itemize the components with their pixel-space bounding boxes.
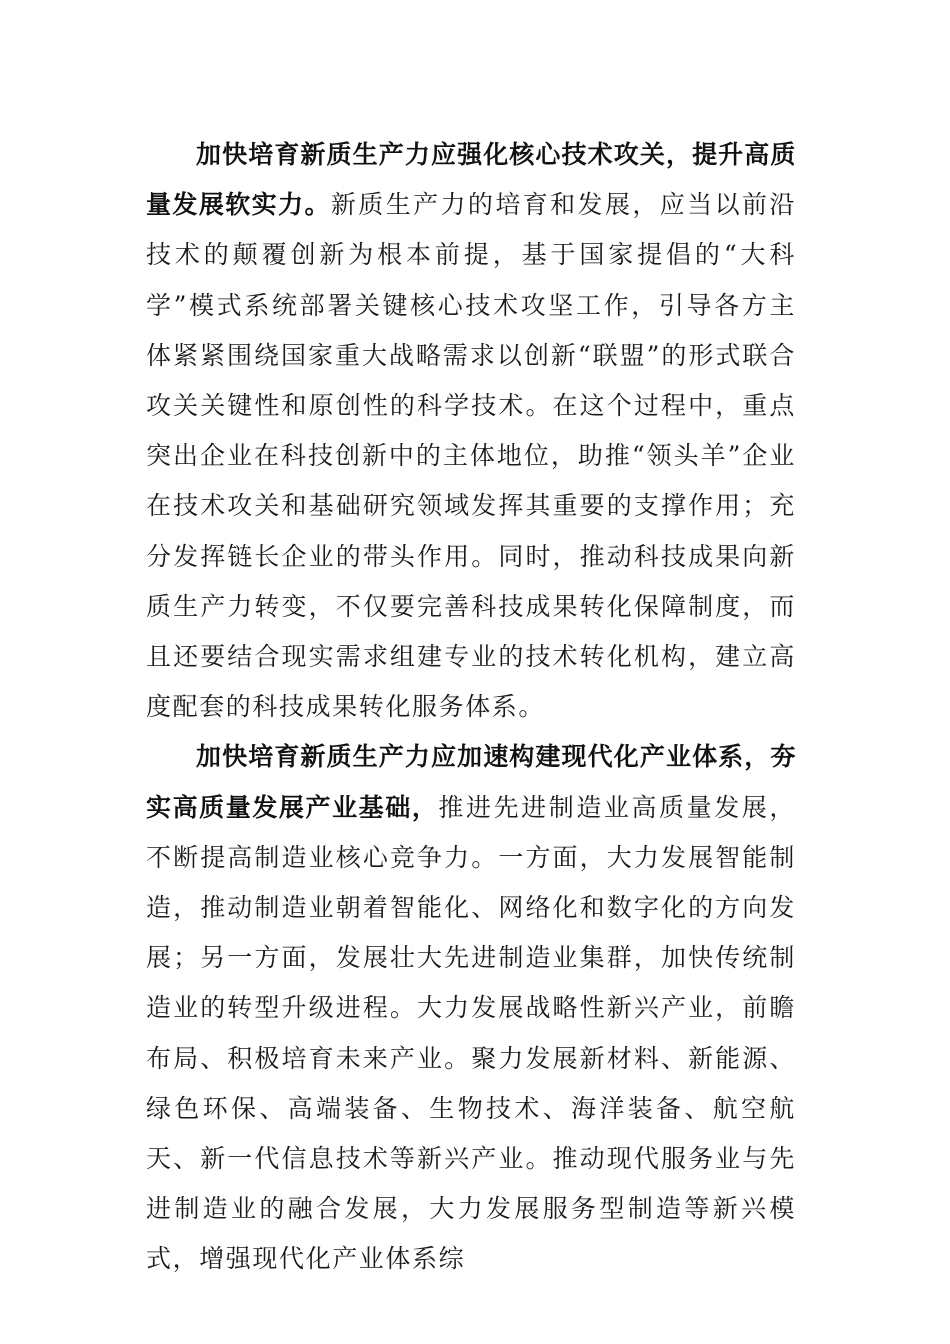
paragraph-2-heading: 加快培育新质生产力应加速构建现代化产业体系，夯实高质量发展产业基础，: [146, 742, 796, 822]
paragraph-1: [146, 130, 796, 732]
paragraph-2-text: 推进先进制造业高质量发展，不断提高制造业核心竞争力。一方面，大力发展智能制造，推动制造业朝着智能化、网络化和数字化的方向发展；另一方面，发展壮大先进制造业集群，加快传统制造业的转型升级进程。大力发展战略性新兴产业，前瞻布局、积极培育未来产业。聚力发展新材料、新能源、绿色环保、高端装备、生物技术、海洋装备、航空航天、新一代信息技术等新兴产业。推动现代服务业与先进制造业的融合发展，大力发展服务型制造等新兴模式，增强现代化产业体系综: [146, 792, 796, 1274]
paragraph-1-heading: 加快培育新质生产力应强化核心技术攻关，提升高质量发展软实力。: [146, 140, 796, 220]
paragraph-2: [146, 732, 796, 1284]
document-body: [146, 130, 796, 1285]
paragraph-1-text: 新质生产力的培育和发展，应当以前沿技术的颠覆创新为根本前提，基于国家提倡的“大科学”模式系统部署关键核心技术攻坚工作，引导各方主体紧紧围绕国家重大战略需求以创新“联盟”的形式联合攻关关键性和原创性的科学技术。在这个过程中，重点突出企业在科技创新中的主体地位，助推“领头羊”企业在技术攻关和基础研究领域发挥其重要的支撑作用；充分发挥链长企业的带头作用。同时，推动科技成果向新质生产力转变，不仅要完善科技成果转化保障制度，而且还要结合现实需求组建专业的技术转化机构，建立高度配套的科技成果转化服务体系。: [146, 190, 797, 722]
